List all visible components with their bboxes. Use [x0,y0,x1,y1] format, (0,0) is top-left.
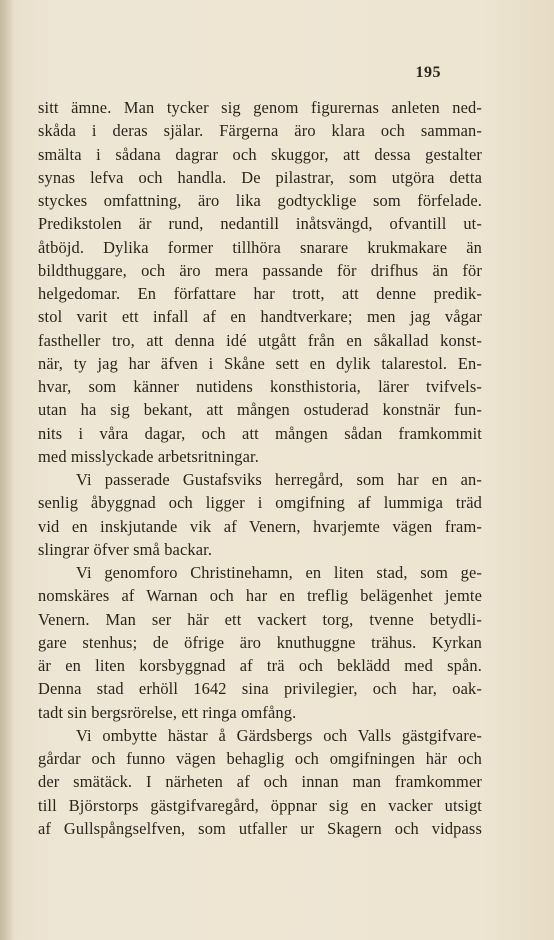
text-line: är en liten korsbyggnad af trä och beklädd med spån. [38,656,482,675]
text-line: senlig åbyggnad och ligger i omgifning af lummiga träd [38,493,482,513]
text-line: skåda i deras själar. Färgerna äro klara och samman- [38,121,482,141]
text-line: helgedomar. En författare har trott, att denne predik- [38,284,482,303]
text-line: Predikstolen är rund, nedantill inåtsvängd, ofvantill ut- [38,214,482,234]
binding-shadow [0,0,14,940]
text-line: Venern. Man ser här ett vackert torg, tvenne betydli- [38,609,482,629]
text-line: gare stenhus; de öfrige äro knuthuggne trähus. Kyrkan [38,632,482,652]
text-line: nomskäres af Warnan och har en treflig belägenhet jemte [38,586,482,606]
text-line: när, ty jag har äfven i Skåne sett en dylik talarestol. En- [38,353,482,373]
text-line: Vi ombytte hästar å Gärdsbergs och Valls gästgifvare- [76,725,482,745]
text-line: fastheller tro, att denna idé utgått från en såkallad konst- [38,330,482,350]
text-line: smälta i sådana dagrar och skuggor, att dessa gestalter [38,144,482,164]
text-line: stol varit ett infall af en handtverkare; men jag vågar [38,307,482,327]
text-line: der smätäck. I närheten af och innan man framkommer [38,772,482,792]
body-text [38,96,482,840]
text-line: utan ha sig bekant, att mången ostuderad konstnär fun- [38,400,482,420]
text-line: åtböjd. Dylika former tillhöra snarare krukmakare än [38,237,482,257]
text-line: till Björstorps gästgifvaregård, öppnar sig en vacker utsigt [38,795,482,815]
text-line: Vi genomforo Christinehamn, en liten stad, som ge- [76,563,482,582]
text-line: Denna stad erhöll 1642 sina privilegier, och har, oak- [38,679,482,699]
text-line: slingrar öfver små backar. [38,539,213,559]
text-line: nits i våra dagar, och att mången sådan framkommit [38,423,482,443]
text-line: sitt ämne. Man tycker sig genom figurernas anleten ned- [38,98,482,117]
text-line: Vi passerade Gustafsviks herregård, som har en an- [76,470,482,489]
text-line: af Gullspångselfven, som utfaller ur Skagern och vidpass [38,818,482,838]
text-line: styckes omfattning, äro lika godtycklige som förfelade. [38,191,482,210]
text-line: bildthuggare, och äro mera passande för drifhus än för [38,260,482,280]
text-line: synas lefva och handla. De pilastrar, som utgöra detta [38,167,482,187]
text-line: tadt sin bergsrörelse, ett ringa omfång. [38,702,297,722]
text-line: hvar, som känner nutidens konsthistoria, lärer tvifvels- [38,377,482,396]
text-line: gårdar och funno vägen behaglig och omgifningen här och [38,749,482,768]
text-line: med misslyckade arbetsritningar. [38,446,260,466]
text-line: vid en inskjutande vik af Venern, hvarjemte vägen fram- [38,516,482,536]
page-number: 195 [415,64,441,81]
